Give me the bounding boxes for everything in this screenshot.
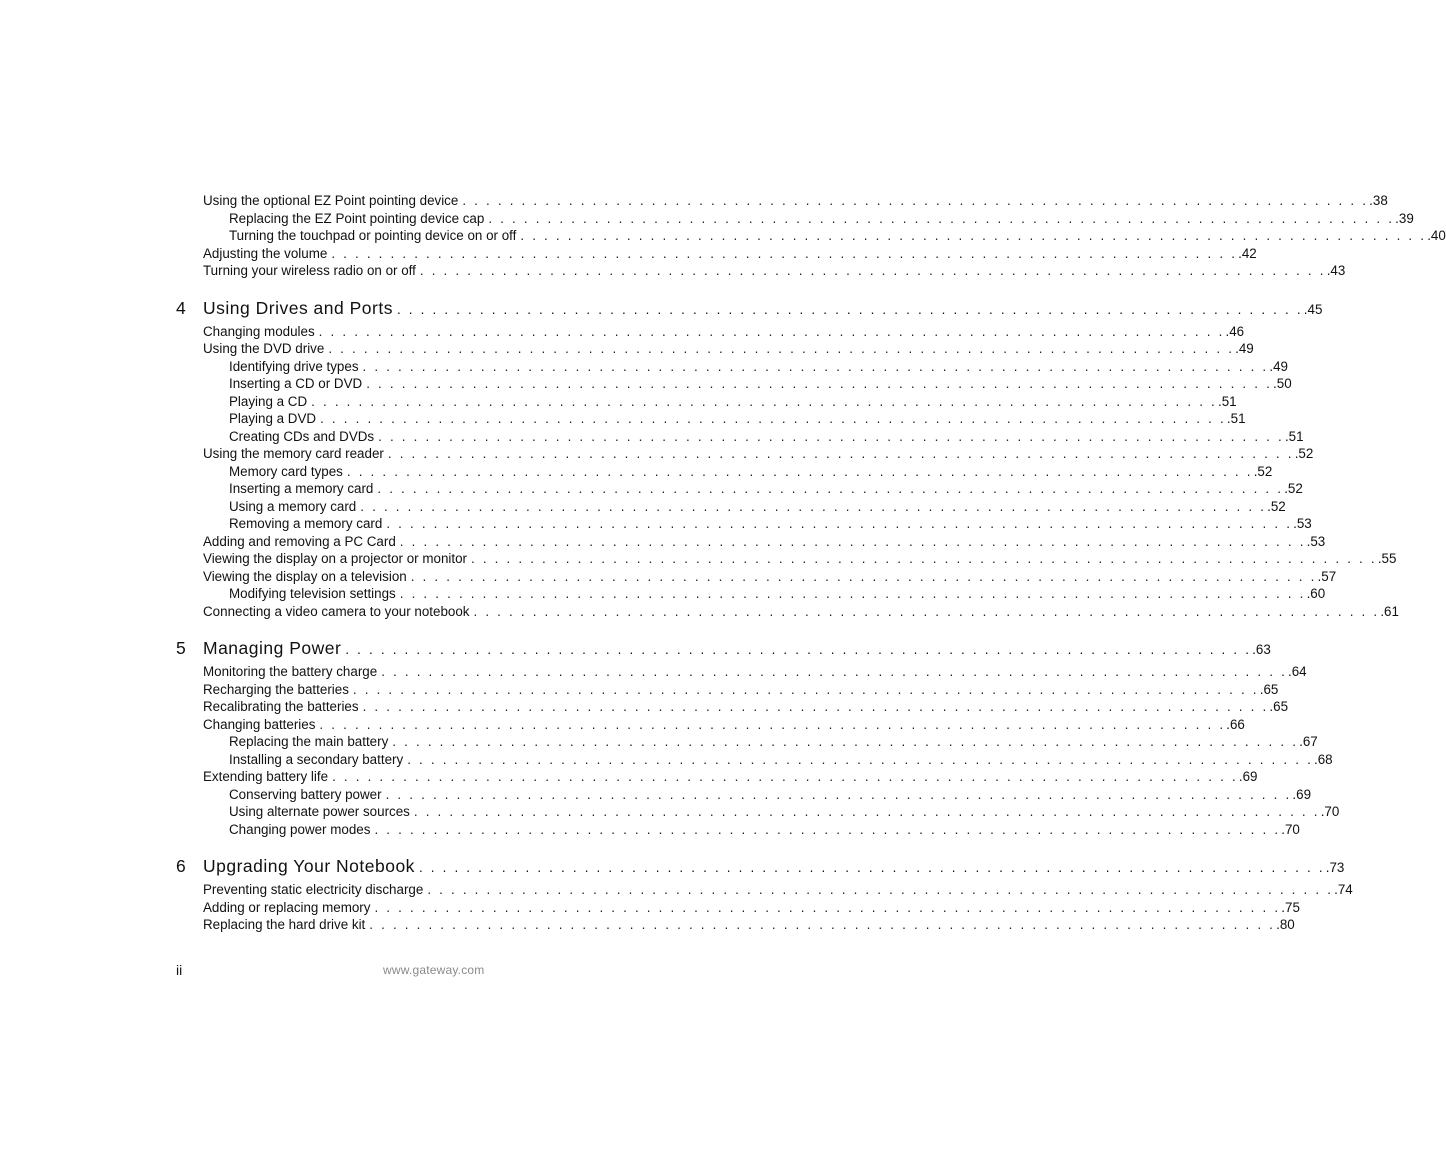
toc-entry-page: .57 xyxy=(1317,568,1337,584)
chapter-title: Using Drives and Ports xyxy=(203,297,393,318)
dot-leader: . . . . . . . . . . . . . . . . . . . . . . . . . . . . . . . . . . . . . . . . . . . . . . . . . . . . . . . . . . . . . . . . . . . . . . . . . . . . . xyxy=(319,716,1226,732)
chapter-5 xyxy=(176,636,1340,838)
toc-entry-page: .51 xyxy=(1217,393,1237,409)
toc-entry-title: Identifying drive types xyxy=(229,358,363,376)
dot-leader: . . . . . . . . . . . . . . . . . . . . . . . . . . . . . . . . . . . . . . . . . . . . . . . . . . . . . . . . . . . . . . . . . . . . . . . . . . . . . xyxy=(352,681,1259,697)
toc-entry-page: .39 xyxy=(1395,210,1414,226)
dot-leader: . . . . . . . . . . . . . . . . . . . . . . . . . . . . . . . . . . . . . . . . . . . . . . . . . . . . . . . . . . . . . . . . . . . . . . . . . . . . . xyxy=(378,428,1284,444)
toc-entry-page: .42 xyxy=(1238,245,1257,261)
dot-leader: . . . . . . . . . . . . . . . . . . . . . . . . . . . . . . . . . . . . . . . . . . . . . . . . . . . . . . . . . . . . . . . . . . . . . . . . . . . . . xyxy=(399,533,1306,549)
toc-entry-title: Inserting a memory card xyxy=(229,480,377,498)
toc-entry[interactable] xyxy=(176,681,1279,699)
toc-entry[interactable] xyxy=(176,445,1314,463)
dot-leader: . . . . . . . . . . . . . . . . . . . . . . . . . . . . . . . . . . . . . . . . . . . . . . . . . . . . . . . . . . . . . . . . . . . . . . . . . . . . . xyxy=(345,642,1252,657)
chapter-6 xyxy=(176,854,1353,934)
toc-entry-page: .75 xyxy=(1281,899,1300,915)
dot-leader: . . . . . . . . . . . . . . . . . . . . . . . . . . . . . . . . . . . . . . . . . . . . . . . . . . . . . . . . . . . . . . . . . . . . . . . . . . . . . xyxy=(418,860,1325,875)
dot-leader: . . . . . . . . . . . . . . . . . . . . . . . . . . . . . . . . . . . . . . . . . . . . . . . . . . . . . . . . . . . . . . . . . . . . . . . . . . . . . xyxy=(381,664,1288,679)
chapter-4 xyxy=(176,296,1399,621)
chapter-number: 6 xyxy=(176,856,187,876)
toc-entry[interactable] xyxy=(176,751,1333,769)
toc-entry-volume[interactable] xyxy=(176,245,1257,263)
toc-entry[interactable] xyxy=(176,533,1326,551)
dot-leader: . . . . . . . . . . . . . . . . . . . . . . . . . . . . . . . . . . . . . . . . . . . . . . . . . . . . . . . . . . . . . . . . . . . . . . . . . . . . . xyxy=(362,358,1269,374)
dot-leader: . . . . . . . . . . . . . . . . . . . . . . . . . . . . . . . . . . . . . . . . . . . . . . . . . . . . . . . . . . . . . . . . . . . . . . . . . . . . . xyxy=(366,376,1273,391)
toc-entry-page: .46 xyxy=(1225,323,1245,339)
toc-entry-page: .60 xyxy=(1306,586,1326,601)
dot-leader: . . . . . . . . . . . . . . . . . . . . . . . . . . . . . . . . . . . . . . . . . . . . . . . . . . . . . . . . . . . . . . . . . . . . . . . . . . . . . xyxy=(387,446,1294,461)
toc-entry-ez-point[interactable] xyxy=(176,192,1388,210)
dot-leader: . . . . . . . . . . . . . . . . . . . . . . . . . . . . . . . . . . . . . . . . . . . . . . . . . . . . . . . . . . . . . . . . . . . . . . . . . . . . . xyxy=(374,821,1281,837)
dot-leader: . . . . . . . . . . . . . . . . . . . . . . . . . . . . . . . . . . . . . . . . . . . . . . . . . . . . . . . . . . . . . . . . . . . . . . . . . . . . . xyxy=(471,551,1377,566)
toc-entry-title: Viewing the display on a projector or monitor xyxy=(203,550,471,568)
dot-leader: . . . . . . . . . . . . . . . . . . . . . . . . . . . . . . . . . . . . . . . . . . . . . . . . . . . . . . . . . . . . . . . . . . . . . . . . . . . . . xyxy=(311,393,1217,409)
toc-entry-page: .52 xyxy=(1284,481,1303,496)
toc-entry-title: Extending battery life xyxy=(203,768,332,786)
chapter-heading[interactable] xyxy=(176,636,1271,660)
toc-entry-page: .61 xyxy=(1380,603,1399,619)
toc-entry-title: Memory card types xyxy=(229,463,347,481)
toc-entry-page: .74 xyxy=(1334,882,1353,897)
toc-entry-title: Monitoring the battery charge xyxy=(203,663,381,681)
toc-entry[interactable] xyxy=(176,428,1304,446)
toc-entry-wireless[interactable] xyxy=(176,262,1346,280)
toc-entry-title: Preventing static electricity discharge xyxy=(203,881,427,899)
toc-entry[interactable] xyxy=(176,821,1300,839)
dot-leader: . . . . . . . . . . . . . . . . . . . . . . . . . . . . . . . . . . . . . . . . . . . . . . . . . . . . . . . . . . . . . . . . . . . . . . . . . . . . . xyxy=(462,193,1369,208)
toc-entry-page: .68 xyxy=(1314,751,1333,767)
toc-entry-touchpad-toggle[interactable] xyxy=(176,227,1446,245)
dot-leader: . . . . . . . . . . . . . . . . . . . . . . . . . . . . . . . . . . . . . . . . . . . . . . . . . . . . . . . . . . . . . . . . . . . . . . . . . . . . . xyxy=(331,245,1238,261)
toc-entry-page: .55 xyxy=(1377,551,1397,566)
chapter-heading[interactable] xyxy=(176,854,1345,878)
toc-entry-title: Changing batteries xyxy=(203,716,319,734)
toc-entry[interactable] xyxy=(176,515,1312,533)
toc-entry[interactable] xyxy=(176,803,1340,821)
toc-entry-page: .65 xyxy=(1269,699,1289,714)
toc-entry-title: Adding and removing a PC Card xyxy=(203,533,400,551)
toc-entry-page: .53 xyxy=(1293,516,1312,531)
toc-entry-page: .66 xyxy=(1226,716,1245,732)
dot-leader: . . . . . . . . . . . . . . . . . . . . . . . . . . . . . . . . . . . . . . . . . . . . . . . . . . . . . . . . . . . . . . . . . . . . . . . . . . . . . xyxy=(320,411,1226,426)
toc-entry-title: Replacing the EZ Point pointing device cap xyxy=(229,210,488,228)
toc-entry-title: Using the DVD drive xyxy=(203,340,328,358)
chapter-number: 5 xyxy=(176,638,187,658)
toc-entry-page: .51 xyxy=(1284,428,1304,444)
dot-leader: . . . . . . . . . . . . . . . . . . . . . . . . . . . . . . . . . . . . . . . . . . . . . . . . . . . . . . . . . . . . . . . . . . . . . . . . . . . . . xyxy=(396,301,1303,317)
table-of-contents xyxy=(176,192,1446,934)
dot-leader: . . . . . . . . . . . . . . . . . . . . . . . . . . . . . . . . . . . . . . . . . . . . . . . . . . . . . . . . . . . . . . . . . . . . . . . . . . . . . xyxy=(399,586,1306,601)
toc-entry-page: .38 xyxy=(1369,193,1388,208)
toc-entry[interactable] xyxy=(176,375,1292,393)
toc-entry-title: Playing a DVD xyxy=(229,410,320,428)
toc-entry-page: .52 xyxy=(1294,446,1314,461)
toc-entry-page: .67 xyxy=(1299,734,1318,749)
toc-entry-title: Viewing the display on a television xyxy=(203,568,411,586)
toc-entry[interactable] xyxy=(176,786,1312,804)
toc-entry-title: Modifying television settings xyxy=(229,585,400,603)
toc-entry[interactable] xyxy=(176,498,1286,516)
chapter-title: Upgrading Your Notebook xyxy=(203,856,415,876)
toc-entry[interactable] xyxy=(176,410,1246,428)
dot-leader: . . . . . . . . . . . . . . . . . . . . . . . . . . . . . . . . . . . . . . . . . . . . . . . . . . . . . . . . . . . . . . . . . . . . . . . . . . . . . xyxy=(362,699,1269,714)
toc-entry-title: Using alternate power sources xyxy=(229,803,414,821)
toc-entry-page: .49 xyxy=(1269,358,1288,374)
toc-entry-title: Replacing the hard drive kit xyxy=(203,916,369,934)
toc-entry[interactable] xyxy=(176,323,1245,341)
toc-entry-title: Changing modules xyxy=(203,323,319,341)
toc-entry-title: Creating CDs and DVDs xyxy=(229,428,378,446)
dot-leader: . . . . . . . . . . . . . . . . . . . . . . . . . . . . . . . . . . . . . . . . . . . . . . . . . . . . . . . . . . . . . . . . . . . . . . . . . . . . . xyxy=(473,603,1380,619)
toc-entry[interactable] xyxy=(176,663,1307,681)
chapter-page: .73 xyxy=(1325,860,1345,875)
dot-leader: . . . . . . . . . . . . . . . . . . . . . . . . . . . . . . . . . . . . . . . . . . . . . . . . . . . . . . . . . . . . . . . . . . . . . . . . . . . . . xyxy=(392,734,1299,749)
chapter-page: .63 xyxy=(1252,642,1271,657)
toc-entry-page: .52 xyxy=(1253,463,1273,479)
toc-entry-title: Using a memory card xyxy=(229,498,360,516)
toc-entry[interactable] xyxy=(176,393,1237,411)
chapter-page: .45 xyxy=(1303,301,1323,317)
toc-entry-title: Adjusting the volume xyxy=(203,245,331,263)
toc-entry-page: .52 xyxy=(1267,498,1286,514)
chapter-number: 4 xyxy=(176,297,187,318)
toc-entry[interactable] xyxy=(176,568,1337,586)
toc-entry-title: Adding or replacing memory xyxy=(203,899,374,917)
toc-entry[interactable] xyxy=(176,716,1245,734)
toc-entry-page: .53 xyxy=(1306,533,1326,549)
toc-entry-title: Conserving battery power xyxy=(229,786,386,804)
dot-leader: . . . . . . . . . . . . . . . . . . . . . . . . . . . . . . . . . . . . . . . . . . . . . . . . . . . . . . . . . . . . . . . . . . . . . . . . . . . . . xyxy=(377,481,1284,496)
toc-entry[interactable] xyxy=(176,916,1295,934)
toc-entry-title: Using the memory card reader xyxy=(203,445,388,463)
toc-entry[interactable] xyxy=(176,550,1397,568)
toc-entry[interactable] xyxy=(176,603,1399,621)
toc-entry[interactable] xyxy=(176,463,1273,481)
dot-leader: . . . . . . . . . . . . . . . . . . . . . . . . . . . . . . . . . . . . . . . . . . . . . . . . . . . . . . . . . . . . . . . . . . . . . . . . . . . . . xyxy=(328,341,1235,356)
toc-entry-title: Recharging the batteries xyxy=(203,681,353,699)
toc-entry-page: .69 xyxy=(1238,769,1258,784)
toc-entry-title: Turning the touchpad or pointing device on or off xyxy=(229,227,520,245)
toc-entry-ez-point-cap[interactable] xyxy=(176,210,1414,228)
toc-entry-page: .43 xyxy=(1326,263,1346,278)
dot-leader: . . . . . . . . . . . . . . . . . . . . . . . . . . . . . . . . . . . . . . . . . . . . . . . . . . . . . . . . . . . . . . . . . . . . . . . . . . . . . xyxy=(407,751,1314,767)
toc-entry-title: Inserting a CD or DVD xyxy=(229,375,366,393)
toc-entry[interactable] xyxy=(176,881,1353,899)
toc-entry-page: .49 xyxy=(1235,341,1254,356)
toc-entry-title: Playing a CD xyxy=(229,393,311,411)
dot-leader: . . . . . . . . . . . . . . . . . . . . . . . . . . . . . . . . . . . . . . . . . . . . . . . . . . . . . . . . . . . . . . . . . . . . . . . . . . . . . xyxy=(386,516,1293,531)
toc-entry-title: Changing power modes xyxy=(229,821,374,839)
toc-entry[interactable] xyxy=(176,358,1288,376)
toc-entry[interactable] xyxy=(176,768,1258,786)
dot-leader: . . . . . . . . . . . . . . . . . . . . . . . . . . . . . . . . . . . . . . . . . . . . . . . . . . . . . . . . . . . . . . . . . . . . . . . . . . . . . xyxy=(410,568,1317,584)
toc-entry-title: Removing a memory card xyxy=(229,515,386,533)
dot-leader: . . . . . . . . . . . . . . . . . . . . . . . . . . . . . . . . . . . . . . . . . . . . . . . . . . . . . . . . . . . . . . . . . . . . . . . . . . . . . xyxy=(385,786,1292,802)
dot-leader: . . . . . . . . . . . . . . . . . . . . . . . . . . . . . . . . . . . . . . . . . . . . . . . . . . . . . . . . . . . . . . . . . . . . . . . . . . . . . xyxy=(520,228,1427,243)
toc-entry-page: .69 xyxy=(1292,786,1312,802)
toc-entry-title: Using the optional EZ Point pointing device xyxy=(203,192,462,210)
chapter-heading[interactable] xyxy=(176,296,1323,320)
toc-entry-page: .64 xyxy=(1288,664,1307,679)
footer-url-link[interactable]: www.gateway.com xyxy=(383,963,485,977)
toc-entry[interactable] xyxy=(176,340,1254,358)
toc-entry-page: .80 xyxy=(1276,917,1295,932)
toc-entry-title: Recalibrating the batteries xyxy=(203,698,363,716)
toc-entry[interactable] xyxy=(176,698,1289,716)
toc-entry[interactable] xyxy=(176,480,1303,498)
toc-entry-page: .50 xyxy=(1273,376,1292,391)
toc-entry-page: .70 xyxy=(1281,821,1300,837)
dot-leader: . . . . . . . . . . . . . . . . . . . . . . . . . . . . . . . . . . . . . . . . . . . . . . . . . . . . . . . . . . . . . . . . . . . . . . . . . . . . . xyxy=(419,263,1326,278)
toc-entry-title: Connecting a video camera to your notebook xyxy=(203,603,474,621)
toc-entry-page: .70 xyxy=(1320,804,1340,819)
dot-leader: . . . . . . . . . . . . . . . . . . . . . . . . . . . . . . . . . . . . . . . . . . . . . . . . . . . . . . . . . . . . . . . . . . . . . . . . . . . . . xyxy=(427,882,1334,897)
toc-entry[interactable] xyxy=(176,733,1318,751)
dot-leader: . . . . . . . . . . . . . . . . . . . . . . . . . . . . . . . . . . . . . . . . . . . . . . . . . . . . . . . . . . . . . . . . . . . . . . . . . . . . . xyxy=(332,769,1238,784)
toc-entry-title: Turning your wireless radio on or off xyxy=(203,262,420,280)
toc-entry[interactable] xyxy=(176,585,1326,603)
dot-leader: . . . . . . . . . . . . . . . . . . . . . . . . . . . . . . . . . . . . . . . . . . . . . . . . . . . . . . . . . . . . . . . . . . . . . . . . . . . . . xyxy=(369,917,1276,932)
dot-leader: . . . . . . . . . . . . . . . . . . . . . . . . . . . . . . . . . . . . . . . . . . . . . . . . . . . . . . . . . . . . . . . . . . . . . . . . . . . . . xyxy=(318,323,1225,339)
chapter-title: Managing Power xyxy=(203,638,342,658)
dot-leader: . . . . . . . . . . . . . . . . . . . . . . . . . . . . . . . . . . . . . . . . . . . . . . . . . . . . . . . . . . . . . . . . . . . . . . . . . . . . . xyxy=(346,463,1253,479)
toc-entry-page: .51 xyxy=(1226,411,1246,426)
toc-entry-page: .65 xyxy=(1259,681,1279,697)
toc-entry-title: Replacing the main battery xyxy=(229,733,392,751)
dot-leader: . . . . . . . . . . . . . . . . . . . . . . . . . . . . . . . . . . . . . . . . . . . . . . . . . . . . . . . . . . . . . . . . . . . . . . . . . . . . . xyxy=(360,498,1267,514)
toc-entry-title: Installing a secondary battery xyxy=(229,751,407,769)
toc-entry-page: .40 xyxy=(1427,228,1446,243)
dot-leader: . . . . . . . . . . . . . . . . . . . . . . . . . . . . . . . . . . . . . . . . . . . . . . . . . . . . . . . . . . . . . . . . . . . . . . . . . . . . . xyxy=(413,804,1320,819)
toc-entry[interactable] xyxy=(176,899,1300,917)
dot-leader: . . . . . . . . . . . . . . . . . . . . . . . . . . . . . . . . . . . . . . . . . . . . . . . . . . . . . . . . . . . . . . . . . . . . . . . . . . . . . xyxy=(488,210,1395,226)
dot-leader: . . . . . . . . . . . . . . . . . . . . . . . . . . . . . . . . . . . . . . . . . . . . . . . . . . . . . . . . . . . . . . . . . . . . . . . . . . . . . xyxy=(374,899,1281,915)
page-number: ii xyxy=(176,962,183,978)
